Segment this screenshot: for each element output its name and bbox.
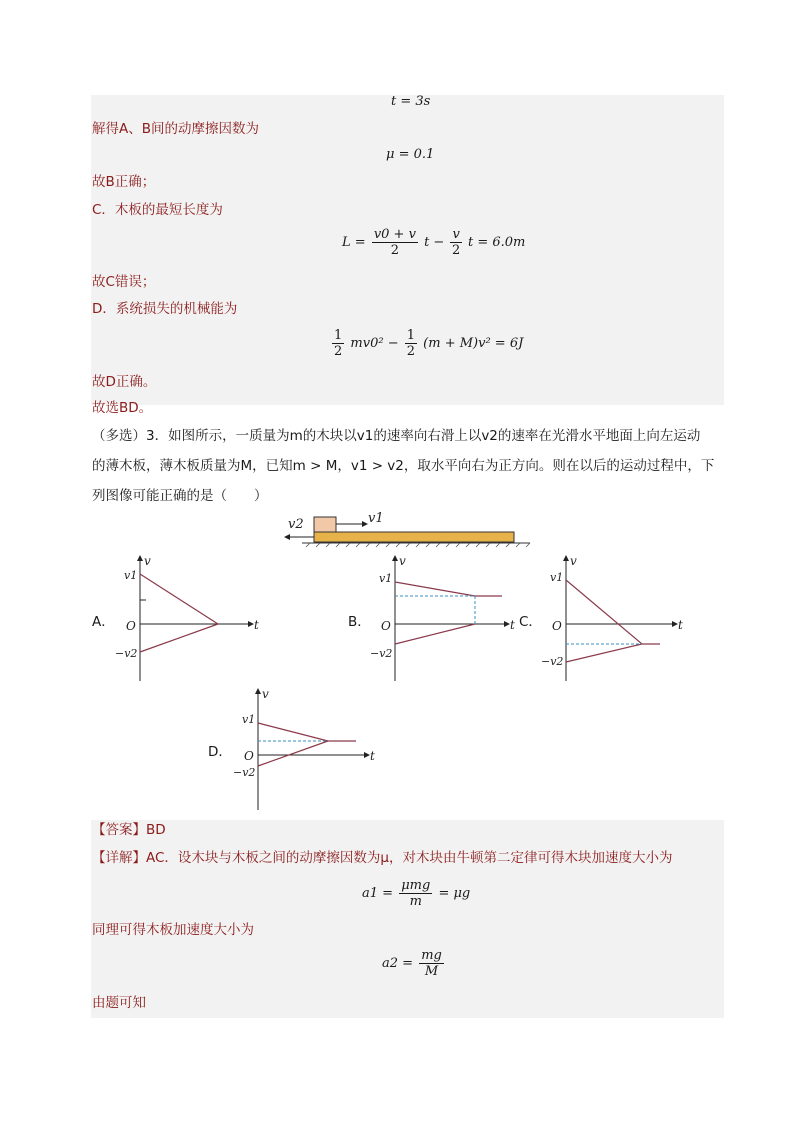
E-den2: 2 xyxy=(406,344,416,359)
a1-den: m xyxy=(409,894,422,909)
graph-b-v-arrowhead xyxy=(392,555,398,561)
a2-equation xyxy=(382,948,446,979)
a2-num: mg xyxy=(421,948,442,963)
graph-b-v1: v1 xyxy=(379,572,393,585)
t-equation: t = 3s xyxy=(391,94,431,109)
graph-d xyxy=(228,686,388,816)
E-frac2 xyxy=(405,328,417,359)
graph-c-v1: v1 xyxy=(550,571,564,584)
thin-board xyxy=(314,532,514,542)
d-intro: D．系统损失的机械能为 xyxy=(92,301,238,317)
graph-a-v-arrowhead xyxy=(137,555,143,561)
E-num1: 1 xyxy=(334,328,343,343)
question-line2: 的薄木板，薄木板质量为M，已知m > M，v1 > v2，取水平向右为正方向。则在以后的运动过程中，下 xyxy=(92,458,715,474)
graph-d-v-label: v xyxy=(262,687,269,701)
a1-tail: = μg xyxy=(438,886,471,901)
graph-b-v2: −v2 xyxy=(370,647,393,660)
graph-c xyxy=(538,553,698,683)
v2-arrowhead xyxy=(284,534,290,540)
same-text: 同理可得木板加速度大小为 xyxy=(92,922,254,938)
graph-c-v-label: v xyxy=(570,554,577,568)
b-correct: 故B正确； xyxy=(92,174,156,190)
known-text: 由题可知 xyxy=(92,995,146,1011)
graph-b-t-label: t xyxy=(510,618,515,632)
graph-b-v-label: v xyxy=(399,554,406,568)
c-wrong: 故C错误； xyxy=(92,274,156,290)
c-intro: C．木板的最短长度为 xyxy=(92,202,223,218)
answer-label: 【答案】BD xyxy=(92,822,166,838)
graph-a-origin: O xyxy=(126,619,136,633)
L-tail: t = 6.0m xyxy=(467,235,526,250)
detail-label: 【详解】 xyxy=(92,850,146,866)
option-b-label: B． xyxy=(348,614,371,630)
graph-b xyxy=(366,553,526,683)
question-line1: （多选）3．如图所示，一质量为m的木块以v1的速率向右滑上以v2的速率在光滑水平地面上向左运动 xyxy=(92,428,701,444)
graph-d-v-arrowhead xyxy=(255,688,261,694)
wooden-block xyxy=(314,517,336,532)
option-c-label: C． xyxy=(519,614,542,630)
graph-c-origin: O xyxy=(552,619,562,633)
a1-left: a1 = xyxy=(362,886,394,901)
L-frac2 xyxy=(450,227,461,258)
graph-a-v-label: v xyxy=(144,554,151,568)
graph-b-block-line xyxy=(395,582,475,596)
graph-d-t-label: t xyxy=(370,749,375,763)
L-den2: 2 xyxy=(452,243,461,258)
graph-a xyxy=(112,553,272,683)
a1-equation xyxy=(362,878,470,909)
graph-c-block-line xyxy=(566,580,642,644)
E-equation xyxy=(330,328,523,359)
graph-a-block-line xyxy=(140,574,218,624)
mu-equation: μ = 0.1 xyxy=(386,147,435,162)
graph-d-board-line xyxy=(258,741,328,766)
setup-figure xyxy=(282,510,542,550)
E-den1: 2 xyxy=(334,344,343,359)
a1-num: μmg xyxy=(401,878,431,893)
a2-frac xyxy=(419,948,444,979)
E-mid: mv0² − xyxy=(350,336,399,351)
v1-label: v1 xyxy=(368,511,384,526)
graph-a-v2: −v2 xyxy=(115,647,138,660)
choose-bd: 故选BD。 xyxy=(92,400,153,416)
graph-c-v-arrowhead xyxy=(563,555,569,561)
L-mid: t − xyxy=(424,235,445,250)
graph-c-t-label: t xyxy=(678,618,683,632)
graph-c-board-line xyxy=(566,644,642,662)
L-num2: v xyxy=(452,227,460,242)
option-d-label: D． xyxy=(208,744,232,760)
E-frac1 xyxy=(332,328,344,359)
L-equation xyxy=(342,227,525,258)
question-line3: 列图像可能正确的是（ ） xyxy=(92,488,268,504)
L-num: v0 + v xyxy=(373,227,416,242)
a1-frac xyxy=(399,878,432,909)
graph-a-board-line xyxy=(140,624,218,652)
E-num2: 1 xyxy=(406,328,416,343)
graph-b-origin: O xyxy=(381,619,391,633)
E-tail: (m + M)v² = 6J xyxy=(423,336,524,351)
graph-d-block-line xyxy=(258,723,328,741)
a2-den: M xyxy=(424,964,439,979)
L-left: L = xyxy=(342,235,366,250)
detail-text: AC．设木块与木板之间的动摩擦因数为μ，对木块由牛顿第二定律可得木块加速度大小为 xyxy=(146,850,673,866)
graph-b-board-line xyxy=(395,624,475,644)
graph-a-t-label: t xyxy=(254,618,259,632)
graph-d-v1: v1 xyxy=(242,713,256,726)
option-a-label: A． xyxy=(92,614,115,630)
mu-intro: 解得A、B间的动摩擦因数为 xyxy=(92,121,259,137)
v2-label: v2 xyxy=(288,517,304,532)
ground-hatch xyxy=(306,543,530,547)
d-correct: 故D正确。 xyxy=(92,374,157,390)
graph-c-v2: −v2 xyxy=(541,655,564,668)
detail-line xyxy=(92,848,673,868)
graph-d-origin: O xyxy=(244,749,254,763)
graph-d-v2: −v2 xyxy=(233,766,256,779)
a2-left: a2 = xyxy=(382,956,414,971)
L-den: 2 xyxy=(390,243,400,258)
L-frac1 xyxy=(372,227,418,258)
graph-a-v1: v1 xyxy=(124,569,138,582)
